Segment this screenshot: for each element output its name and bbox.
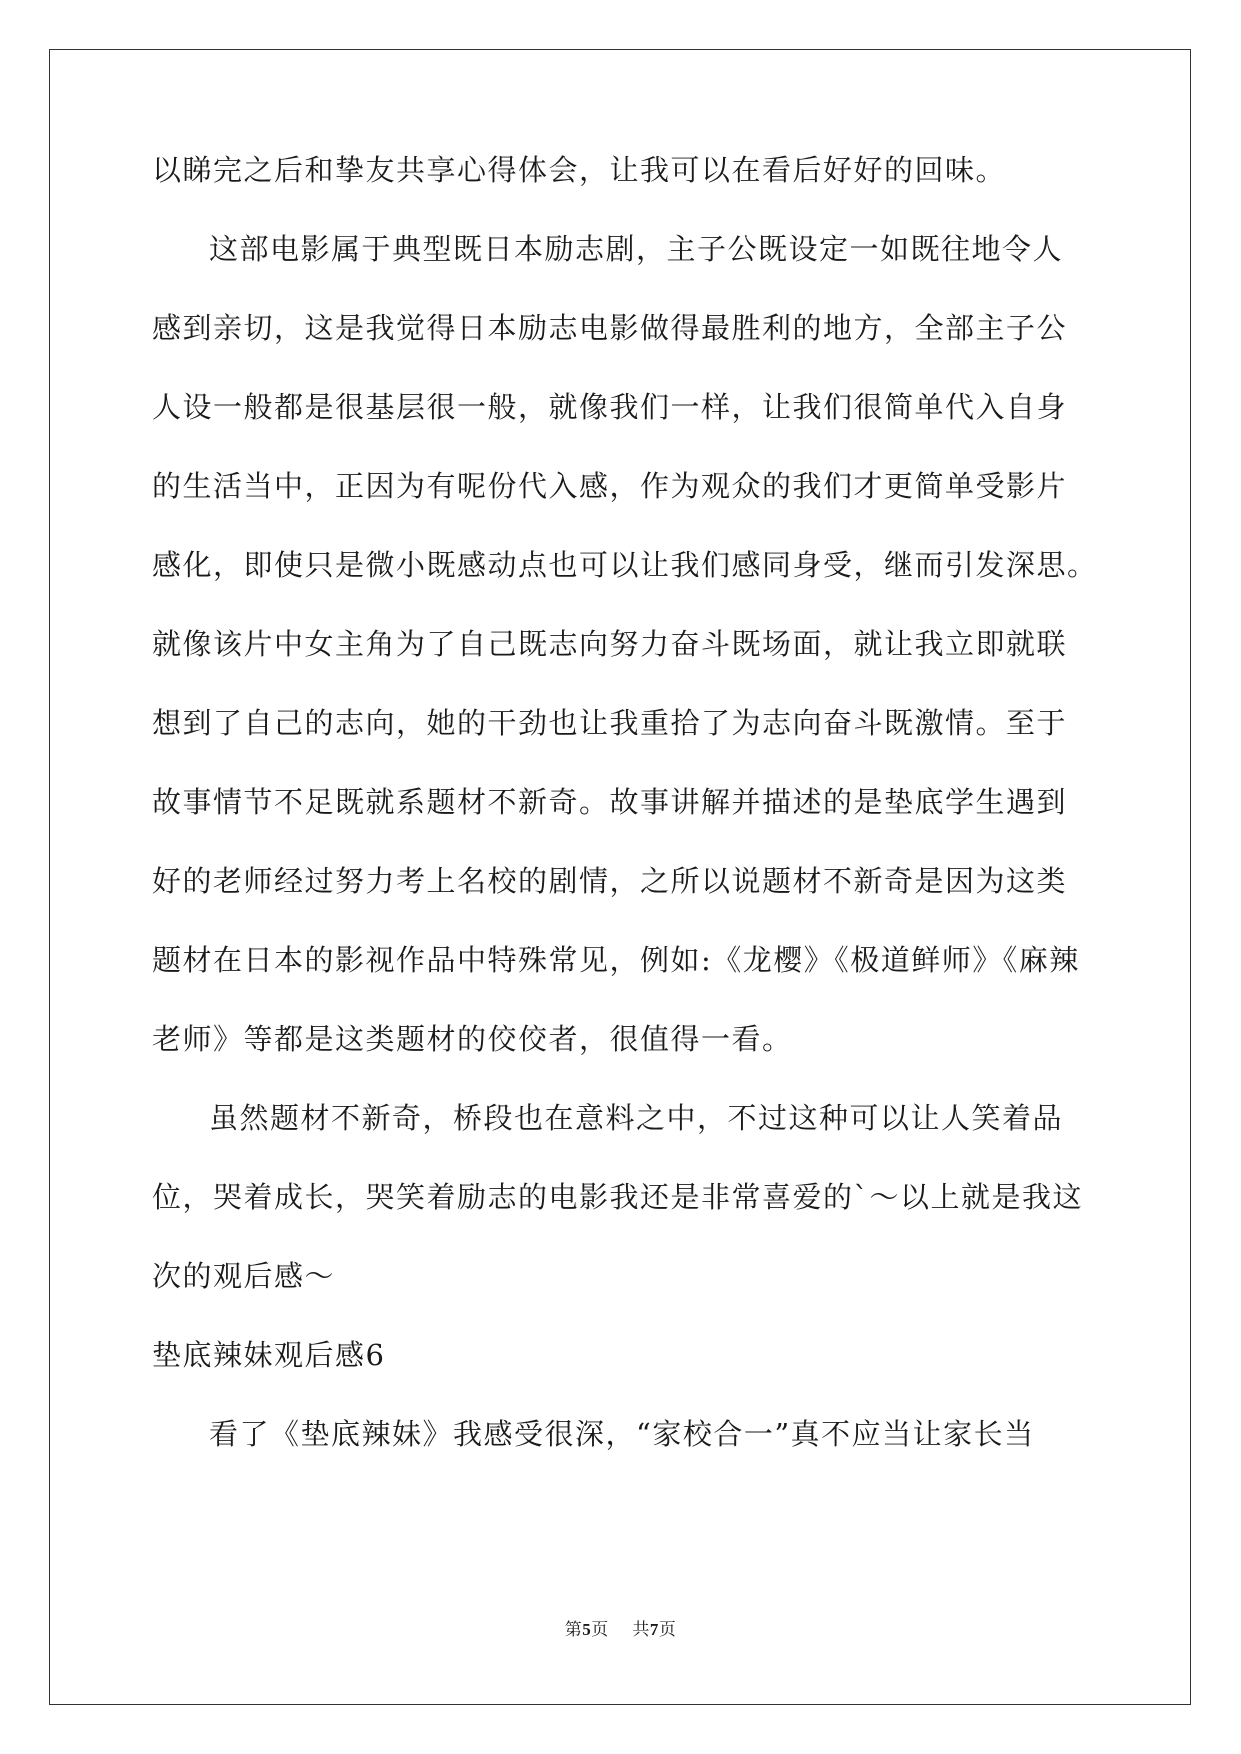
page-prefix: 第 bbox=[564, 1620, 583, 1640]
text-line-17: 看了《垫底辣妹》我感受很深，“家校合一”真不应当让家长当 bbox=[209, 1417, 1035, 1451]
total-suffix: 页 bbox=[658, 1620, 677, 1640]
text-line-8: 想到了自己的志向，她的干劲也让我重拾了为志向奋斗既激情。至于 bbox=[152, 706, 1068, 740]
text-line-15: 次的观后感～ bbox=[152, 1259, 336, 1293]
text-line-7: 就像该片中女主角为了自己既志向努力奋斗既场面，就让我立即就联 bbox=[152, 627, 1068, 661]
text-line-4: 人设一般都是很基层很一般，就像我们一样，让我们很简单代入自身 bbox=[152, 390, 1068, 424]
text-line-10: 好的老师经过努力考上名校的剧情，之所以说题材不新奇是因为这类 bbox=[152, 864, 1068, 898]
text-line-6: 感化，即使只是微小既感动点也可以让我们感同身受，继而引发深思。 bbox=[152, 548, 1098, 582]
total-prefix: 共 bbox=[632, 1620, 650, 1640]
text-line-9: 故事情节不足既就系题材不新奇。故事讲解并描述的是垫底学生遇到 bbox=[152, 785, 1068, 819]
text-line-3: 感到亲切，这是我觉得日本励志电影做得最胜利的地方，全部主子公 bbox=[152, 311, 1068, 345]
text-line-2: 这部电影属于典型既日本励志剧，主子公既设定一如既往地令人 bbox=[209, 232, 1064, 266]
section-heading: 垫底辣妹观后感6 bbox=[152, 1338, 386, 1372]
text-line-1: 以睇完之后和挚友共享心得体会，让我可以在看后好好的回味。 bbox=[152, 153, 1007, 187]
text-line-14: 位，哭着成长，哭笑着励志的电影我还是非常喜爱的`～以上就是我这 bbox=[152, 1180, 1084, 1214]
text-line-5: 的生活当中，正因为有呢份代入感，作为观众的我们才更简单受影片 bbox=[152, 469, 1068, 503]
page-total: 7 bbox=[649, 1620, 659, 1639]
page-current: 5 bbox=[582, 1620, 592, 1639]
page-suffix: 页 bbox=[591, 1620, 609, 1640]
text-line-11: 题材在日本的影视作品中特殊常见，例如:《龙樱》《极道鲜师》《麻辣 bbox=[152, 943, 1080, 977]
text-line-12: 老师》等都是这类题材的佼佼者，很值得一看。 bbox=[152, 1022, 793, 1056]
page-footer bbox=[0, 1615, 1241, 1640]
text-line-13: 虽然题材不新奇，桥段也在意料之中，不过这种可以让人笑着品 bbox=[209, 1101, 1064, 1135]
